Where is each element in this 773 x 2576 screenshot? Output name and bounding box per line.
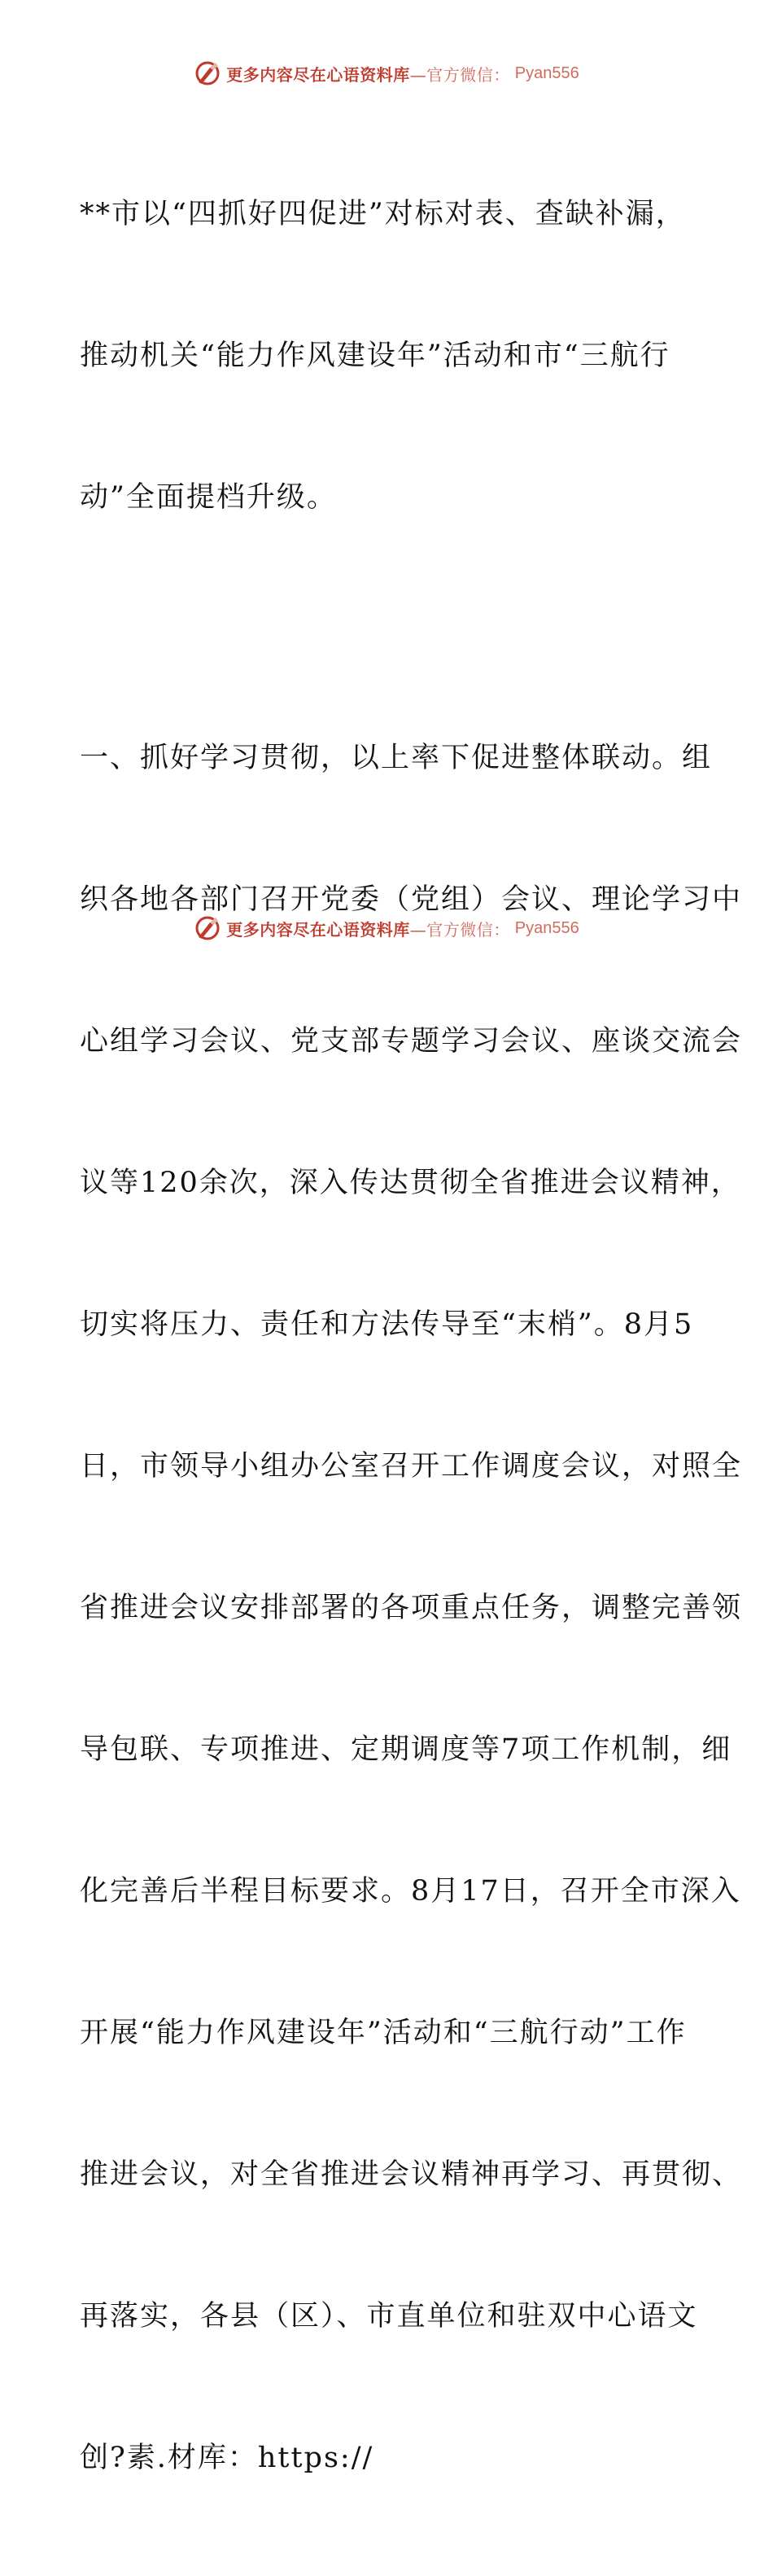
watermark-wechat-id: Pyan556 bbox=[514, 64, 579, 82]
section-line: 再落实，各县（区）、市直单位和驻双中心语文 bbox=[80, 2300, 698, 2333]
intro-line: 动”全面提档升级。 bbox=[80, 481, 337, 514]
watermark-main-text: 更多内容尽在心语资料库 bbox=[226, 64, 410, 85]
section-line: 省推进会议安排部署的各项重点任务，调整完善领 bbox=[80, 1592, 743, 1624]
intro-line: 推动机关“能力作风建设年”活动和市“三航行 bbox=[80, 340, 670, 372]
watermark-text bbox=[226, 917, 510, 940]
section-line: 议等120余次，深入传达贯彻全省推进会议精神， bbox=[80, 1167, 741, 1199]
watermark-main-text: 更多内容尽在心语资料库 bbox=[226, 919, 410, 940]
paragraph-gap bbox=[80, 616, 698, 640]
section-line: 开展“能力作风建设年”活动和“三航行动”工作 bbox=[80, 2017, 687, 2049]
watermark-dash: — bbox=[409, 919, 427, 940]
section-line: 心组学习会议、党支部专题学习会议、座谈交流会 bbox=[80, 1025, 743, 1058]
section-line: 创?素.材库：https:// bbox=[80, 2442, 374, 2474]
watermark-header bbox=[0, 57, 773, 90]
section-line: 切实将压力、责任和方法传导至“末梢”。8月5 bbox=[80, 1308, 694, 1341]
watermark-official-text: 官方微信： bbox=[426, 919, 510, 940]
section-line: 织各地各部门召开党委（党组）会议、理论学习中 bbox=[80, 883, 743, 916]
pen-circle-logo-icon bbox=[194, 59, 221, 87]
section-line: 推进会议，对全省推进会议精神再学习、再贯彻、 bbox=[80, 2158, 743, 2191]
intro-line: **市以“四抓好四促进”对标对表、查缺补漏， bbox=[80, 198, 686, 230]
watermark-official-text: 官方微信： bbox=[426, 64, 510, 85]
pen-circle-logo-icon bbox=[194, 914, 221, 942]
intro-paragraph bbox=[80, 96, 698, 616]
section-line: 导包联、专项推进、定期调度等7项工作机制，细 bbox=[80, 1733, 732, 1766]
section-line: 化完善后半程目标要求。8月17日，召开全市深入 bbox=[80, 1875, 741, 1908]
section-line: 一、抓好学习贯彻，以上率下促进整体联动。组 bbox=[80, 742, 713, 774]
section-line: 日，市领导小组办公室召开工作调度会议，对照全 bbox=[80, 1450, 743, 1483]
watermark-dash: — bbox=[409, 64, 427, 85]
document-body bbox=[80, 96, 743, 2576]
watermark-text bbox=[226, 62, 510, 85]
watermark-wechat-id: Pyan556 bbox=[514, 918, 579, 937]
watermark-footer bbox=[0, 912, 773, 944]
